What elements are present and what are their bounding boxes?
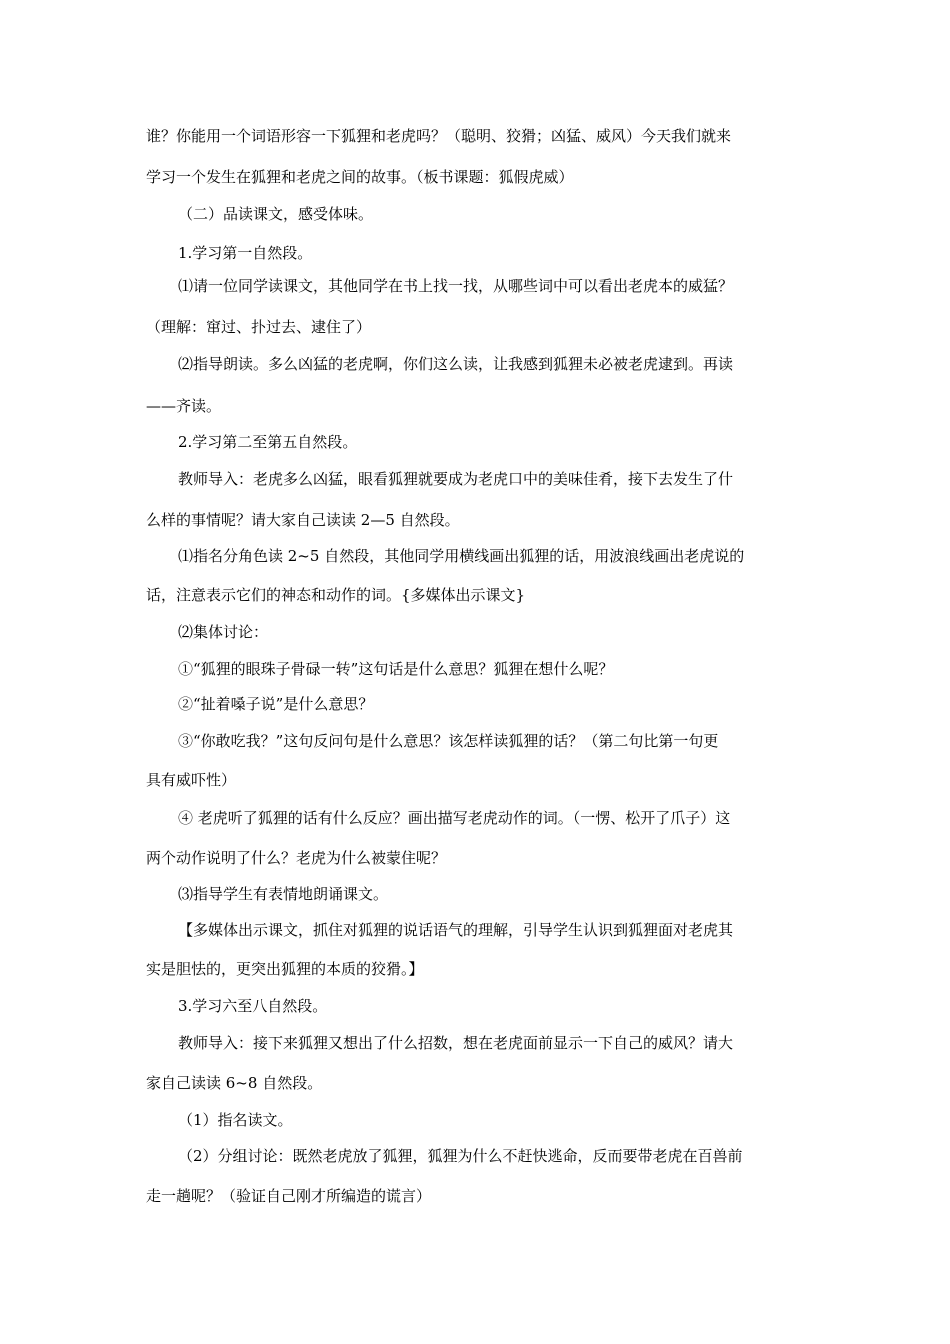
text-line: ⑴指名分角色读 2~5 自然段，其他同学用横线画出狐狸的话，用波浪线画出老虎说的 (178, 547, 745, 565)
text-line: 谁？你能用一个词语形容一下狐狸和老虎吗？（聪明、狡猾；凶猛、威风）今天我们就来 (146, 127, 732, 145)
text-line: 走一趟呢？（验证自己刚才所编造的谎言） (146, 1187, 432, 1205)
text-line: 具有威吓性） (146, 771, 237, 789)
text-line: 么样的事情呢？请大家自己读读 2—5 自然段。 (146, 511, 460, 529)
text-line: （2）分组讨论：既然老虎放了狐狸，狐狸为什么不赶快逃命，反而要带老虎在百兽前 (178, 1147, 743, 1165)
subsection-heading: 3.学习六至八自然段。 (178, 997, 328, 1015)
text-line: ⑵指导朗读。多么凶猛的老虎啊，你们这么读，让我感到狐狸未必被老虎逮到。再读 (178, 355, 734, 373)
text-line: ——齐读。 (146, 397, 222, 415)
subsection-heading: 1.学习第一自然段。 (178, 244, 313, 262)
text-line: （1）指名读文。 (178, 1111, 293, 1129)
text-line: ⑵集体讨论： (178, 623, 269, 641)
text-line: ②“扯着嗓子说”是什么意思？ (178, 695, 374, 713)
section-heading: （二）品读课文，感受体味。 (178, 205, 374, 223)
text-line: 教师导入：老虎多么凶猛，眼看狐狸就要成为老虎口中的美味佳肴，接下去发生了什 (178, 470, 734, 488)
text-line: 实是胆怯的，更突出狐狸的本质的狡猾。】 (146, 960, 424, 978)
text-line: 学习一个发生在狐狸和老虎之间的故事。（板书课题：狐假虎威） (146, 168, 574, 186)
text-line: ①“狐狸的眼珠子骨碌一转”这句话是什么意思？狐狸在想什么呢？ (178, 660, 614, 678)
text-line: 【多媒体出示课文，抓住对狐狸的说话语气的理解，引导学生认识到狐狸面对老虎其 (178, 921, 734, 939)
text-line: ⑶指导学生有表情地朗诵课文。 (178, 885, 389, 903)
text-line: 话，注意表示它们的神态和动作的词。{多媒体出示课文} (146, 586, 526, 604)
text-line: ③“你敢吃我？”这句反问句是什么意思？该怎样读狐狸的话？（第二句比第一句更 (178, 732, 719, 750)
text-line: ⑴请一位同学读课文，其他同学在书上找一找，从哪些词中可以看出老虎本的威猛？ (178, 277, 734, 295)
text-line: 两个动作说明了什么？老虎为什么被蒙住呢？ (146, 849, 447, 867)
text-line: （理解：窜过、扑过去、逮住了） (146, 318, 372, 336)
text-line: ④ 老虎听了狐狸的话有什么反应？画出描写老虎动作的词。（一愣、松开了爪子）这 (178, 809, 731, 827)
text-line: 教师导入：接下来狐狸又想出了什么招数，想在老虎面前显示一下自己的威风？请大 (178, 1034, 734, 1052)
subsection-heading: 2.学习第二至第五自然段。 (178, 433, 358, 451)
text-line: 家自己读读 6~8 自然段。 (146, 1074, 323, 1092)
